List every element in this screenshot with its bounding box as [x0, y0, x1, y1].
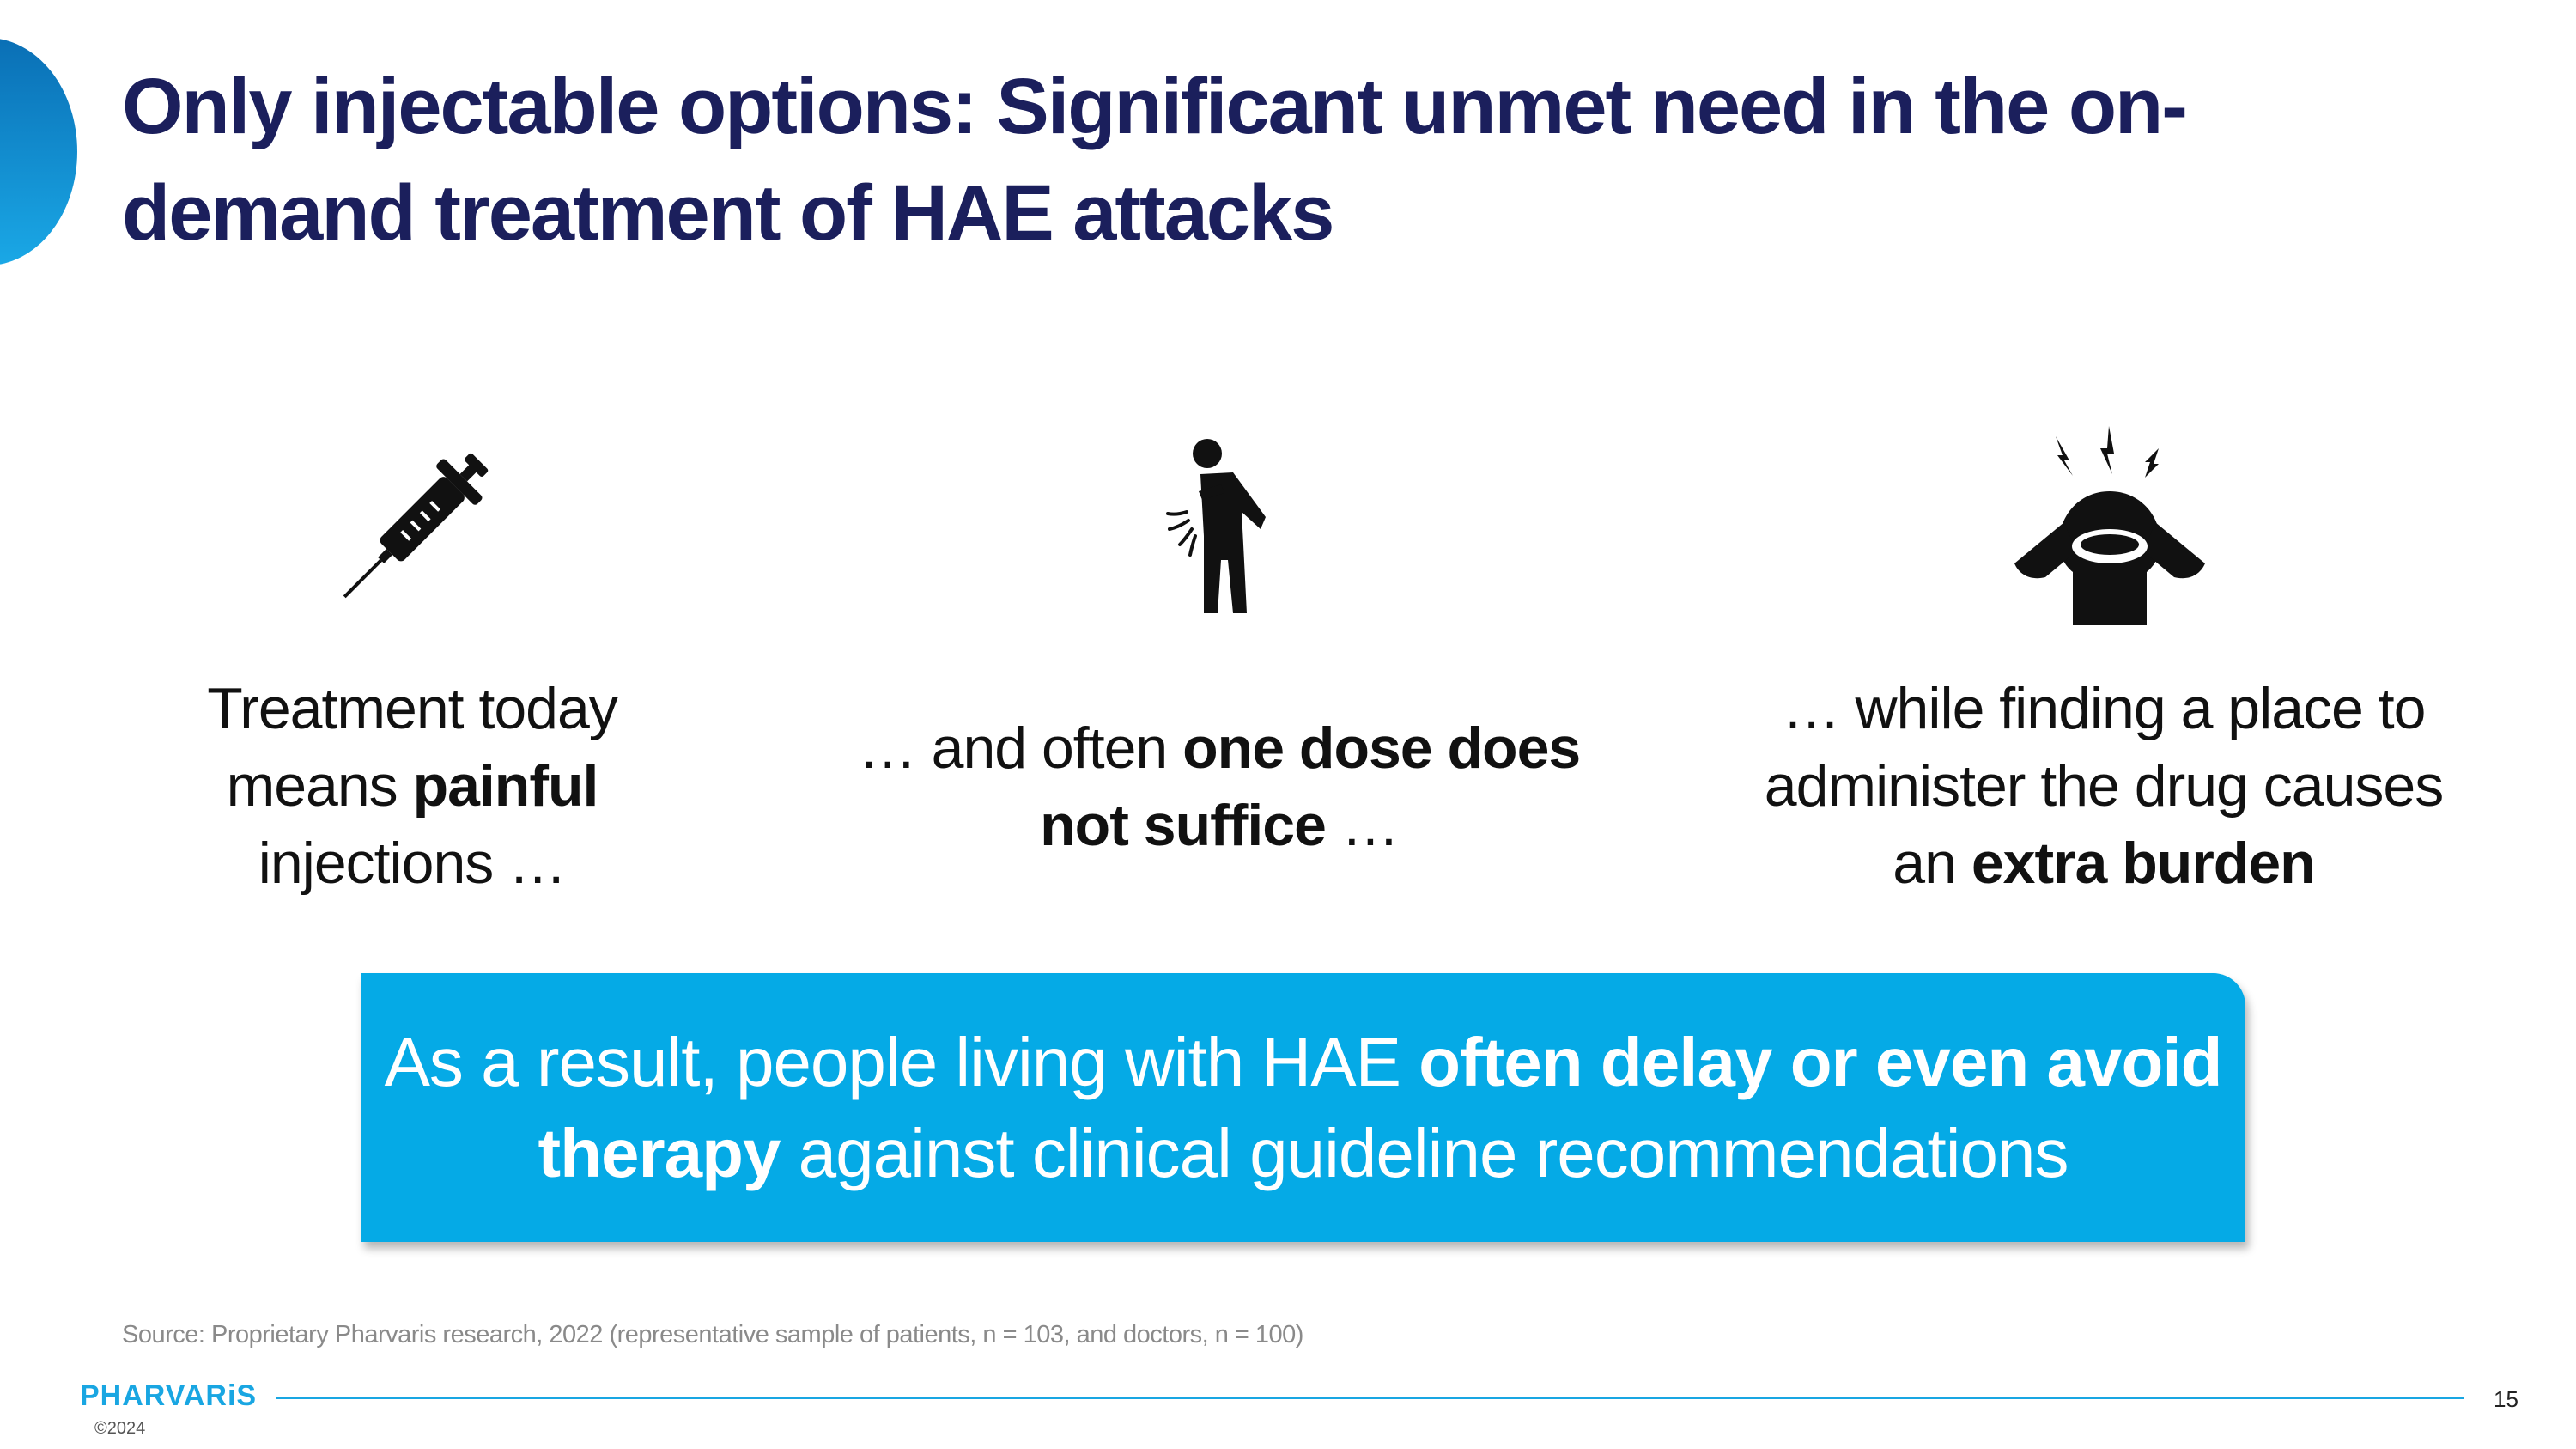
result-text: As a result, people living with HAE often delay or even avoid therapy against clinical guideline recommendations — [384, 1023, 2222, 1191]
syringe-icon — [321, 440, 501, 620]
dose-insufficient-text: … and often one dose does not suffice … — [858, 715, 1581, 858]
footer-divider — [276, 1397, 2464, 1399]
injection-pain-text: Treatment today means painful injections … — [207, 676, 617, 896]
page-number: 15 — [2494, 1386, 2518, 1412]
person-in-pain-icon — [1164, 435, 1293, 615]
slide-title: Only injectable options: Significant unmet need in the on-demand treatment of HAE attacks — [122, 63, 2186, 257]
administration-burden-text: … while finding a place to administer the drug causes an extra burden — [1764, 676, 2444, 896]
result-callout — [361, 973, 2245, 1242]
pharvaris-logo: PHARVARiS — [80, 1379, 258, 1412]
headache-icon — [2011, 426, 2208, 625]
source-note: Source: Proprietary Pharvaris research, 2022 (representative sample of patients, n = 103, and doctors, n = 100) — [122, 1321, 1303, 1349]
corner-decoration — [0, 38, 77, 265]
copyright: ©2024 — [94, 1419, 146, 1438]
